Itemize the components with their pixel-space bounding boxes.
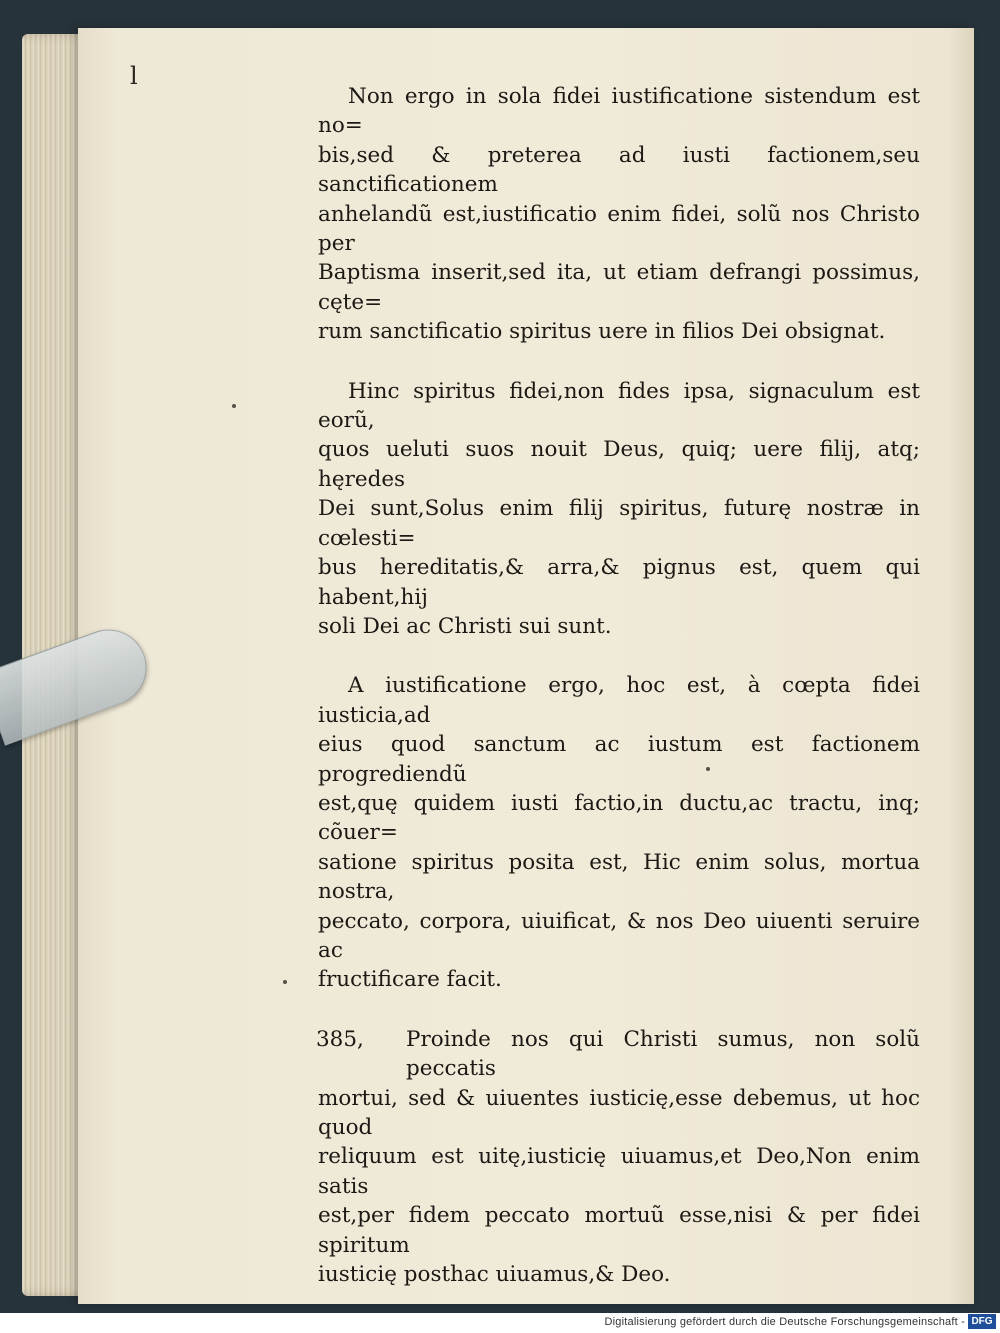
text-line: est,per fidem peccato mortuũ esse,nisi & per fidei spiritum — [318, 1203, 920, 1258]
marginal-number: 385, — [316, 1026, 364, 1052]
text-line: iusticię posthac uiuamus,& Deo. — [318, 1262, 671, 1288]
ink-speck — [283, 980, 287, 984]
text-line: bus hereditatis,& arra,& pignus est, quem qui habent,hij — [318, 555, 920, 610]
text-line: Baptisma inserit,sed ita, ut etiam defrangi possimus, cęte= — [318, 260, 920, 315]
ink-speck — [706, 767, 710, 771]
text-line: bis,sed & preterea ad iusti factionem,seu sanctificationem — [318, 142, 920, 198]
text-line: quos ueluti suos nouit Deus, quiq; uere filij, atq; hęredes — [318, 437, 920, 492]
paragraph-4 — [318, 1025, 920, 1290]
text-line: anhelandũ est,iustificatio enim fidei, solũ nos Christo per — [318, 201, 920, 257]
text-line: satione spiritus posita est, Hic enim solus, mortua nostra, — [318, 849, 920, 905]
text-line: soli Dei ac Christi sui sunt. — [318, 613, 612, 639]
text-line: Proinde nos qui Christi sumus, non solũ peccatis — [406, 1026, 920, 1082]
text-line: eius quod sanctum ac iustum est factionem progrediendũ — [318, 732, 920, 787]
page-mark: l — [130, 62, 138, 90]
footer-credit: Digitalisierung gefördert durch die Deutsche Forschungsgemeinschaft - — [604, 1316, 965, 1328]
text-line: A iustificatione ergo, hoc est, à cœpta fidei iusticia,ad — [318, 673, 920, 728]
text-line: reliquum est uitę,iusticię uiuamus,et Deo,Non enim satis — [318, 1144, 920, 1199]
paragraph-2 — [318, 377, 920, 642]
text-line: mortui, sed & uiuentes iusticię,esse debemus, ut hoc quod — [318, 1085, 920, 1140]
text-line: Non ergo in sola fidei iustificatione sistendum est no= — [318, 84, 920, 139]
text-line: Hinc spiritus fidei,non fides ipsa, signaculum est eorũ, — [318, 378, 920, 434]
paragraph-1 — [318, 82, 920, 347]
ink-speck — [232, 404, 236, 408]
text-line: Dei sunt,Solus enim filij spiritus, futurę nostræ in cœlesti= — [318, 496, 920, 551]
body-text — [318, 82, 920, 1313]
text-line: peccato, corpora, uiuificat, & nos Deo uiuenti seruire ac — [318, 908, 920, 963]
paragraph-3 — [318, 671, 920, 994]
dfg-logo-icon: DFG — [968, 1314, 996, 1329]
text-line: fructificare facit. — [318, 967, 502, 993]
text-line: est,quę quidem iusti factio,in ductu,ac tractu, inq; cõuer= — [318, 790, 920, 846]
text-line: rum sanctificatio spiritus uere in filios Dei obsignat. — [318, 319, 886, 345]
